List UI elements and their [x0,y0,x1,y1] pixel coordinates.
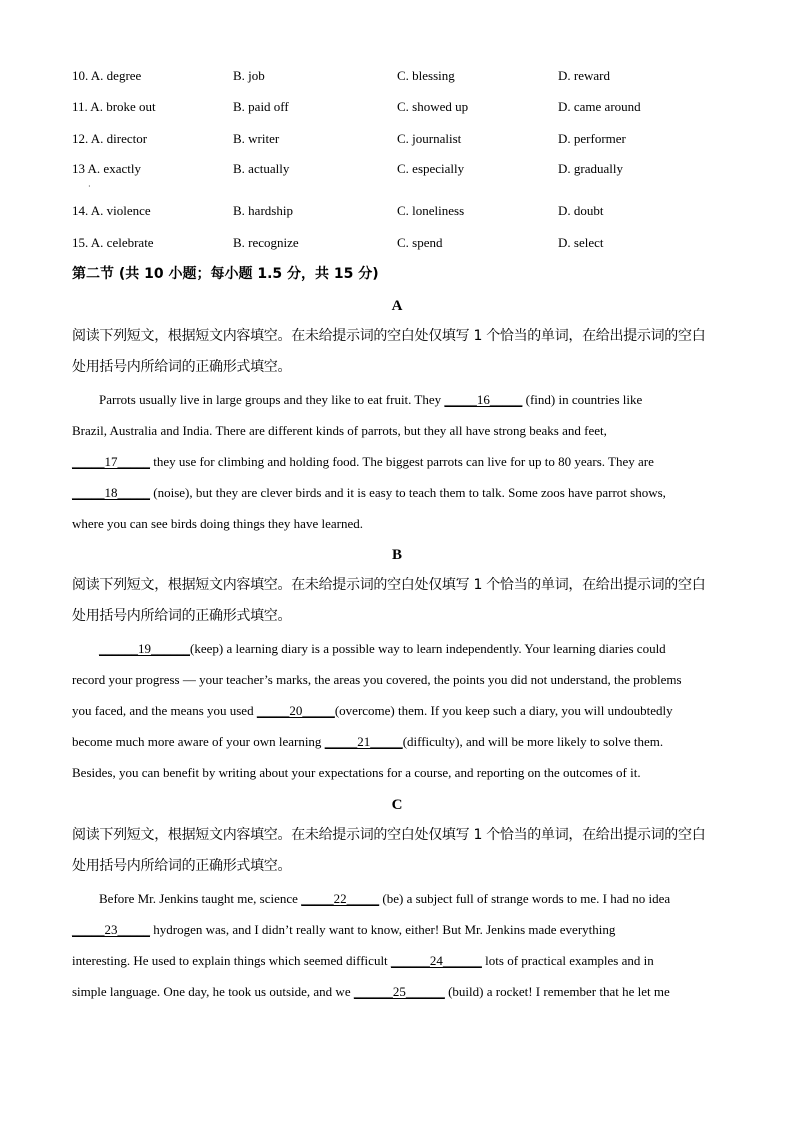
option-d: D. doubt [558,203,604,218]
option-a: 10. A. degree [72,68,142,83]
option-a: 14. A. violence [72,203,151,218]
text: (be) a subject full of strange words to me. I had no idea [379,891,671,906]
section-heading: 第二节 (共 10 小题；每小题 1.5 分，共 15 分) [72,266,379,282]
instruction-a [72,321,722,383]
passage-line [72,976,722,1007]
text: (overcome) them. If you keep such a diary, you will undoubtedly [334,703,673,718]
instruction-line: 处用括号内所给词的正确形式填空。 [72,858,292,874]
passage-a-letter: A [391,298,403,314]
option-b: B. recognize [233,235,299,250]
instruction-line: 阅读下列短文，根据短文内容填空。在未给提示词的空白处仅填写 1 个恰当的单词，在给出提示词的空白 [72,577,706,593]
blank-19[interactable]: ______19______ [99,641,190,656]
passage-b [72,633,722,788]
instruction-line: 处用括号内所给词的正确形式填空。 [72,359,292,375]
option-row-11 [72,97,732,117]
blank-16[interactable]: _____16_____ [444,392,523,407]
option-d: D. select [558,235,604,250]
blank-24[interactable]: ______24______ [390,953,482,968]
passage-line [72,384,722,415]
text: become much more aware of your own learning [72,734,325,749]
passage-line [72,726,722,757]
option-c: C. especially [397,161,465,176]
passage-a [72,384,722,539]
blank-17[interactable]: _____17_____ [72,454,150,469]
option-c: C. showed up [397,99,469,114]
instruction-line: 处用括号内所给词的正确形式填空。 [72,608,292,624]
blank-21[interactable]: _____21_____ [324,734,403,749]
text: you faced, and the means you used [72,703,257,718]
text: lots of practical examples and in [481,953,654,968]
option-b: B. writer [233,131,280,146]
passage-line [72,945,722,976]
text: (keep) a learning diary is a possible way to learn independently. Your learning diaries could [190,641,666,656]
option-b: B. hardship [233,203,293,218]
text: Parrots usually live in large groups and they like to eat fruit. They [99,392,445,407]
text: (difficulty), and will be more likely to solve them. [402,734,664,749]
option-d: D. came around [558,99,641,114]
instruction-c [72,820,722,882]
option-b: B. actually [233,161,290,176]
option-d: D. reward [558,68,610,83]
option-b: B. job [233,68,265,83]
instruction-line: 阅读下列短文，根据短文内容填空。在未给提示词的空白处仅填写 1 个恰当的单词，在给出提示词的空白 [72,328,706,344]
option-a: 12. A. director [72,131,148,146]
stray-dot: · [88,182,91,191]
option-row-12 [72,129,732,149]
passage-line: where you can see birds doing things they have learned. [72,516,363,531]
passage-c-letter: C [391,797,403,813]
passage-line [72,446,722,477]
blank-20[interactable]: _____20_____ [256,703,335,718]
passage-line [72,883,722,914]
option-d: D. performer [558,131,626,146]
text: (find) in countries like [522,392,643,407]
passage-line [72,633,722,664]
option-row-10 [72,66,732,86]
option-a: 15. A. celebrate [72,235,154,250]
passage-b-letter: B [391,547,402,563]
option-c: C. spend [397,235,443,250]
passage-line: Besides, you can benefit by writing about your expectations for a course, and reporting on the outcomes of it. [72,765,641,780]
option-c: C. journalist [397,131,462,146]
option-row-15 [72,233,732,253]
passage-line: record your progress — your teacher’s marks, the areas you covered, the points you did not understand, the problems [72,672,682,687]
option-row-14 [72,201,732,221]
option-a: 13 A. exactly [72,161,141,176]
text: hydrogen was, and I didn’t really want to know, either! But Mr. Jenkins made everything [150,922,616,937]
option-d: D. gradually [558,161,623,176]
instruction-b [72,570,722,632]
passage-line [72,695,722,726]
blank-23[interactable]: _____23_____ [72,922,150,937]
passage-line [72,477,722,508]
option-b: B. paid off [233,99,289,114]
passage-line [72,914,722,945]
option-c: C. blessing [397,68,455,83]
text: (build) a rocket! I remember that he let me [444,984,670,999]
blank-25[interactable]: ______25______ [353,984,445,999]
blank-22[interactable]: _____22_____ [301,891,380,906]
option-row-13 [72,159,732,179]
passage-line: Brazil, Australia and India. There are different kinds of parrots, but they all have strong beaks and feet, [72,423,607,438]
text: interesting. He used to explain things which seemed difficult [72,953,391,968]
instruction-line: 阅读下列短文，根据短文内容填空。在未给提示词的空白处仅填写 1 个恰当的单词，在给出提示词的空白 [72,827,706,843]
text: they use for climbing and holding food. The biggest parrots can live for up to 80 years. They are [150,454,654,469]
text: Before Mr. Jenkins taught me, science [99,891,302,906]
text: (noise), but they are clever birds and it is easy to teach them to talk. Some zoos have parrot shows, [150,485,666,500]
option-a: 11. A. broke out [72,99,156,114]
text: simple language. One day, he took us outside, and we [72,984,354,999]
passage-c [72,883,722,1007]
option-c: C. loneliness [397,203,465,218]
blank-18[interactable]: _____18_____ [72,485,150,500]
